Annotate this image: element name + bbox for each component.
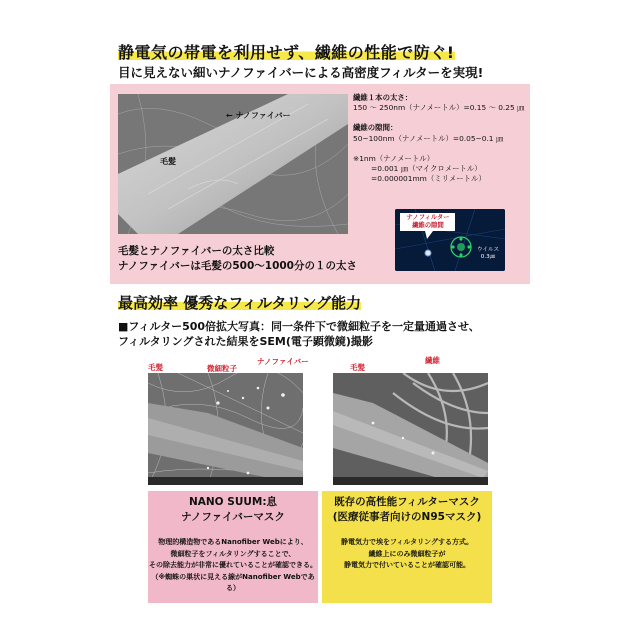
section2-title-text: 最高効率 優秀なフィルタリング能力 (118, 294, 362, 312)
section2-description (118, 319, 480, 349)
sem-photo-right-graphic (333, 373, 488, 485)
subtitle: 目に見えない細いナノファイバーによる高密度フィルターを実現! (118, 65, 484, 80)
nanofilter-label (402, 214, 454, 230)
nanosuum-body-line4: （※蜘蛛の巣状に見える線がNanofiber Webである） (151, 572, 315, 592)
right-photo-label-hair: 毛髪 (350, 363, 365, 372)
section2-title (118, 292, 361, 313)
sem-photo-nanofiber-mask (148, 373, 303, 485)
comparison-caption-line1: 毛髪とナノファイバーの太さ比較 (118, 245, 275, 257)
virus-label (477, 247, 499, 261)
section2-desc-line1: ■フィルター500倍拡大写真：同一条件下で微細粒子を一定量通過させ、 (118, 320, 480, 333)
nanosuum-body-line1: 物理的構造物であるNanofiber Webにより、 (158, 538, 308, 546)
sem-label-hair: 毛髪 (160, 157, 176, 166)
nanosuum-title-line1: NANO SUUM:息 (188, 496, 278, 508)
n95-body-line2: 繊維上にのみ微細粒子が (368, 549, 446, 558)
virus-label-size: 0.3㎛ (480, 254, 496, 260)
unit-note-line1: ※1nm（ナノメートル） (353, 153, 435, 163)
fiber-specs (353, 93, 524, 184)
right-photo-label-fiber: 繊維 (425, 356, 440, 365)
n95-body-line1: 静電気力で埃をフィルタリングする方式。 (340, 538, 474, 546)
nanofilter-label-line2: 繊維の隙間 (412, 222, 444, 229)
unit-note-line3: =0.000001mm（ミリメートル） (371, 174, 486, 184)
main-title-text: 静電気の帯電を利用せず、繊維の性能で防ぐ! (118, 43, 455, 62)
nanosuum-body-line2: 微細粒子をフィルタリングすることで、 (170, 549, 296, 558)
nanosuum-mask-box (148, 491, 318, 603)
left-photo-label-hair: 毛髪 (148, 363, 163, 372)
n95-mask-box (322, 491, 492, 603)
comparison-caption-line2: ナノファイバーは毛髪の500〜1000分の１の太さ (118, 260, 357, 272)
sem-label-nanofiber: ← ナノファイバー (226, 111, 291, 120)
n95-title-line2: (医療従事者向けのN95マスク) (332, 511, 482, 523)
nanosuum-body (148, 537, 318, 595)
section2-desc-line2: フィルタリングされた結果をSEM(電子顕微鏡)撮影 (118, 335, 373, 348)
left-photo-label-nanofiber: ナノファイバー (257, 357, 309, 366)
n95-body (322, 537, 492, 572)
nanofilter-label-line1: ナノフィルター (406, 214, 450, 221)
left-photo-label-particles: 微細粒子 (207, 364, 237, 373)
sem-photo-n95-mask (333, 373, 488, 485)
fiber-thickness-value: 150 〜 250nm（ナノメートル）=0.15 〜 0.25 ㎛ (353, 103, 525, 113)
n95-body-line3: 静電気力で付いていることが確認可能。 (344, 561, 470, 569)
sem-photo-hair-vs-nanofiber (118, 94, 348, 234)
fiber-gap-heading: 繊維の隙間： (353, 123, 398, 133)
nanosuum-body-line3: その除去能力が非常に優れていることが確認できる。 (149, 561, 317, 569)
fiber-gap-value: 50~100nm（ナノメートル）=0.05~0.1 ㎛ (353, 133, 504, 143)
nanofilter-inset (395, 209, 505, 271)
main-title (118, 40, 455, 63)
fiber-thickness-heading: 繊維１本の太さ： (353, 93, 413, 102)
n95-title-line1: 既存の高性能フィルターマスク (334, 496, 480, 508)
nanosuum-title-line2: ナノファイバーマスク (181, 511, 285, 523)
sem-photo-left-graphic (148, 373, 303, 485)
comparison-caption (118, 244, 357, 274)
unit-note-line2: =0.001 ㎛（マイクロメートル） (371, 164, 482, 174)
virus-label-name: ウイルス (477, 247, 500, 253)
